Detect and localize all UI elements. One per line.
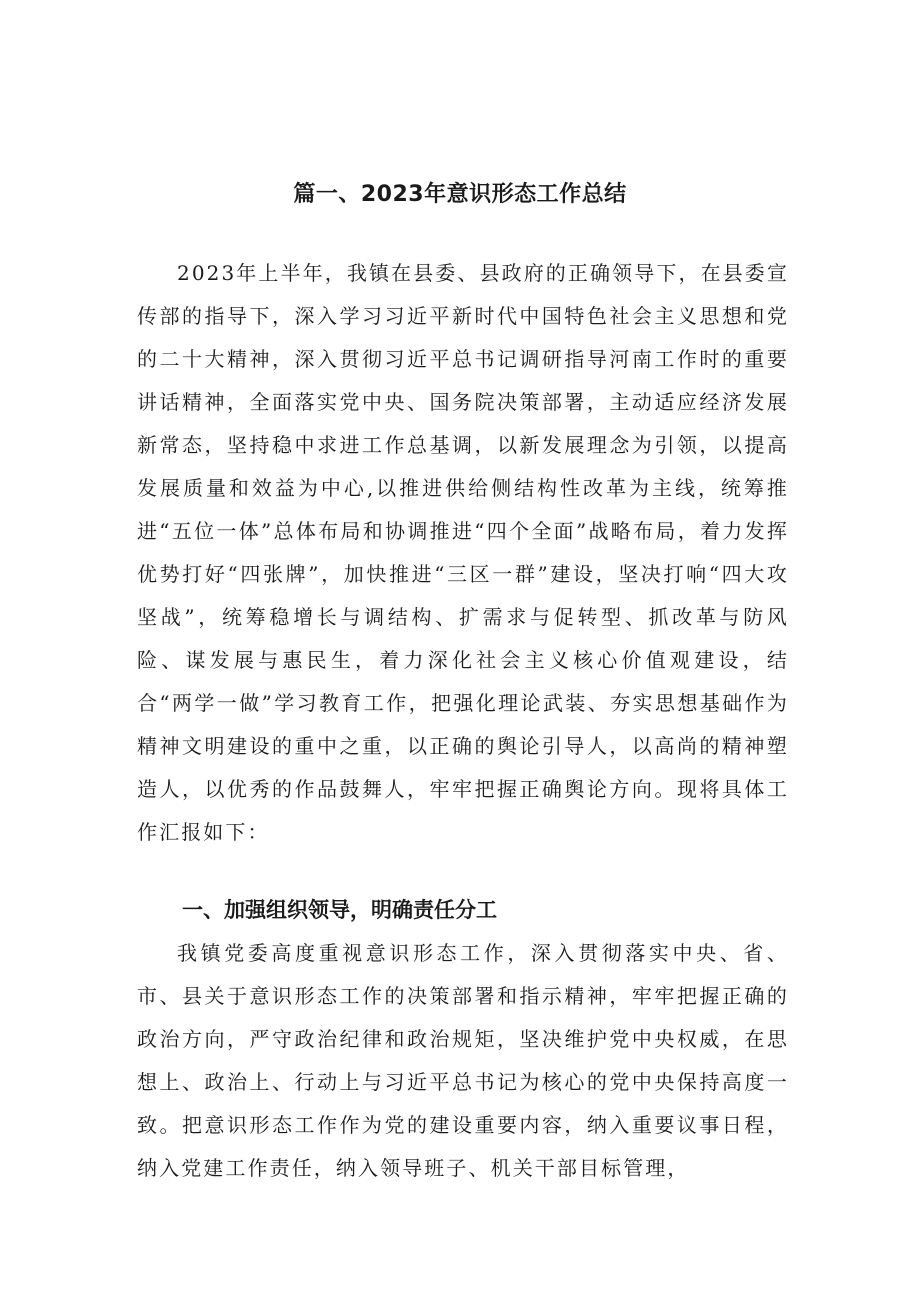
intro-paragraph: 2023年上半年，我镇在县委、县政府的正确领导下，在县委宣传部的指导下，深入学习习近平新时代中国特色社会主义思想和党的二十大精神，深入贯彻习近平总书记调研指导河南工作时的重要讲话精神，全面落实党中央、国务院决策部署，主动适应经济发展新常态，坚持稳中求进工作总基调，以新发展理念为引领，以提高发展质量和效益为中心,以推进供给侧结构性改革为主线，统筹推进“五位一体”总体布局和协调推进“四个全面”战略布局，着力发挥优势打好“四张牌”，加快推进“三区一群”建设，坚决打响“四大攻坚战”，统筹稳增长与调结构、扩需求与促转型、抓改革与防风险、谋发展与惠民生，着力深化社会主义核心价值观建设，结合“两学一做”学习教育工作，把强化理论武装、夯实思想基础作为精神文明建设的重中之重，以正确的舆论引导人，以高尚的精神塑造人，以优秀的作品鼓舞人，牢牢把握正确舆论方向。现将具体工作汇报如下： (137, 261, 789, 844)
section-heading: 一、加强组织领导，明确责任分工 (182, 898, 497, 922)
section-paragraph: 我镇党委高度重视意识形态工作，深入贯彻落实中央、省、市、县关于意识形态工作的决策部署和指示精神，牢牢把握正确的政治方向，严守政治纪律和政治规矩，坚决维护党中央权威，在思想上、政治上、行动上与习近平总书记为核心的党中央保持高度一致。把意识形态工作作为党的建设重要内容，纳入重要议事日程，纳入党建工作责任，纳入领导班子、机关干部目标管理， (137, 941, 789, 1180)
document-title: 篇一、2023年意识形态工作总结 (293, 182, 627, 207)
